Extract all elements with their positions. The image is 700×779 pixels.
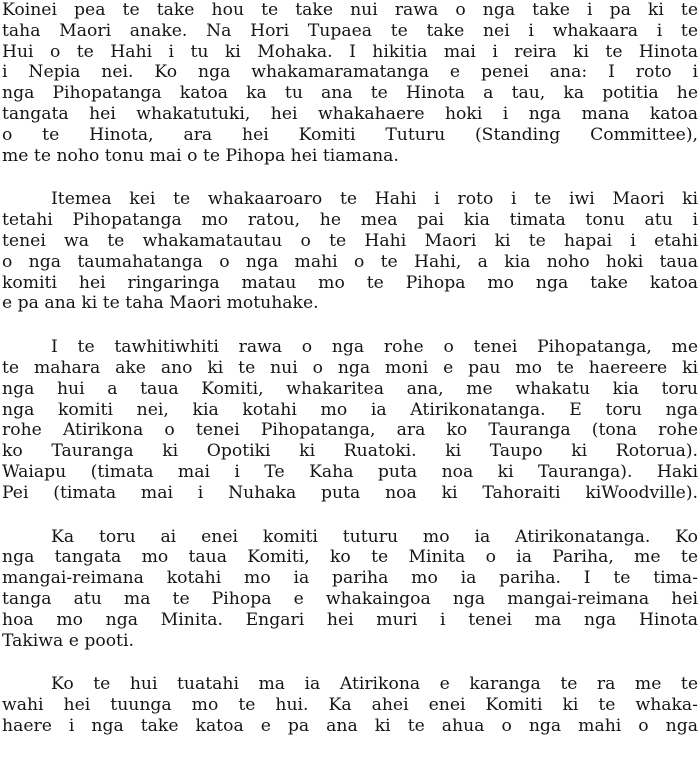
text-line: Takiwa e pooti. (2, 630, 134, 651)
paragraph-1 (2, 0, 698, 166)
text-line: nga hui a taua Komiti, whakaritea ana, me whakatu kia toru (2, 378, 698, 399)
text-line: Ko te hui tuatahi ma ia Atirikona e karanga te ra me te (51, 674, 698, 695)
text-line: o te Hinota, ara hei Komiti Tuturu (Standing Committee), (2, 124, 698, 145)
paragraph-2 (2, 189, 698, 314)
text-line: tetahi Pihopatanga mo ratou, he mea pai kia timata tonu atu i (2, 210, 698, 231)
text-line: Pei (timata mai i Nuhaka puta noa ki Tahoraiti kiWoodville). (2, 482, 698, 503)
text-line: Ka toru ai enei komiti tuturu mo ia Atirikonatanga. Ko (51, 526, 698, 547)
text-line: Koinei pea te take hou te take nui rawa o nga take i pa ki te (2, 0, 698, 20)
text-line: komiti hei ringaringa matau mo te Pihopa mo nga take katoa (2, 272, 698, 293)
text-line: taha Maori anake. Na Hori Tupaea te take nei i whakaara i te (2, 20, 698, 41)
text-line: nga komiti nei, kia kotahi mo ia Atirikonatanga. E toru nga (2, 399, 698, 420)
text-line: nga tangata mo taua Komiti, ko te Minita o ia Pariha, me te (2, 547, 698, 568)
text-line: e pa ana ki te taha Maori motuhake. (2, 293, 319, 314)
text-line: Itemea kei te whakaaroaro te Hahi i roto i te iwi Maori ki (51, 189, 698, 210)
text-line: tanga atu ma te Pihopa e whakaingoa nga mangai-reimana hei (2, 588, 698, 609)
text-line: Hui o te Hahi i tu ki Mohaka. I hikitia mai i reira ki te Hinota (2, 41, 698, 62)
text-line: te mahara ake ano ki te nui o nga moni e pau mo te haereere ki (2, 357, 698, 378)
text-line: hoa mo nga Minita. Engari hei muri i tenei ma nga Hinota (2, 609, 698, 630)
paragraph-5 (2, 674, 698, 736)
text-line: ko Tauranga ki Opotiki ki Ruatoki. ki Taupo ki Rotorua). (2, 441, 698, 462)
text-line: I te tawhitiwhiti rawa o nga rohe o tenei Pihopatanga, me (51, 337, 698, 358)
text-line: tangata hei whakatutuki, hei whakahaere hoki i nga mana katoa (2, 103, 698, 124)
text-line: i Nepia nei. Ko nga whakamaramatanga e penei ana: I roto i (2, 62, 698, 83)
text-line: wahi hei tuunga mo te hui. Ka ahei enei Komiti ki te whaka- (2, 695, 698, 716)
paragraph-3 (2, 337, 698, 503)
text-line: Waiapu (timata mai i Te Kaha puta noa ki Tauranga). Haki (2, 461, 698, 482)
paragraph-4 (2, 527, 698, 652)
text-line: nga Pihopatanga katoa ka tu ana te Hinota a tau, ka potitia he (2, 83, 698, 104)
text-line: haere i nga take katoa e pa ana ki te ahua o nga mahi o nga (2, 715, 698, 736)
text-line: mangai-reimana kotahi mo ia pariha mo ia pariha. I te tima- (2, 568, 698, 589)
text-line: o nga taumahatanga o nga mahi o te Hahi, a kia noho hoki taua (2, 251, 698, 272)
text-line: tenei wa te whakamatautau o te Hahi Maori ki te hapai i etahi (2, 230, 698, 251)
document-page (2, 0, 698, 760)
text-line: rohe Atirikona o tenei Pihopatanga, ara ko Tauranga (tona rohe (2, 420, 698, 441)
text-line: me te noho tonu mai o te Pihopa hei tiamana. (2, 145, 399, 166)
